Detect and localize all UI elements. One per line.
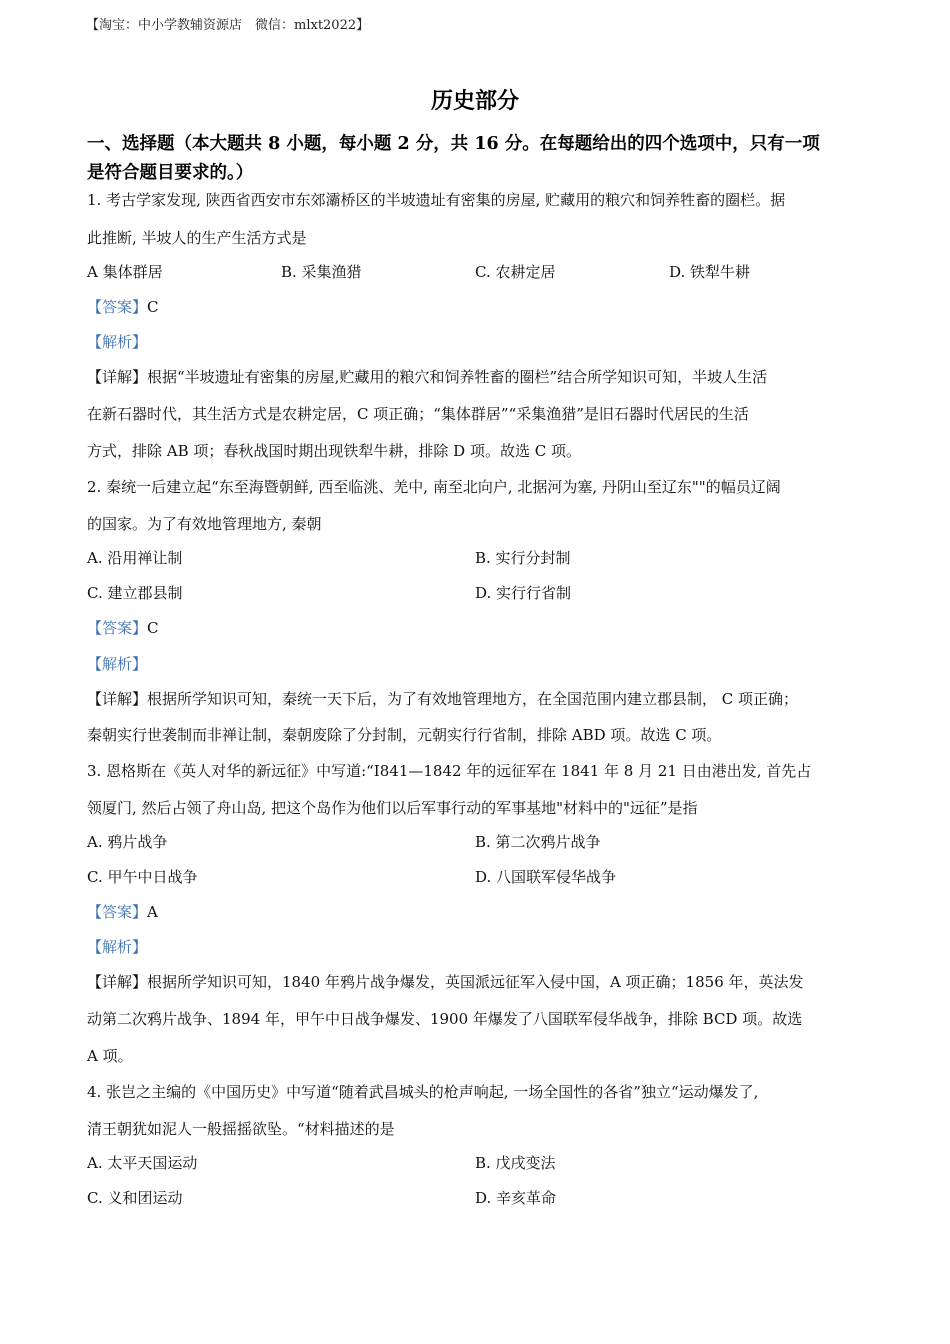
- q1-stem-line-2: 此推断, 半坡人的生产生活方式是: [87, 229, 307, 247]
- q4-option-b: B. 戊戌变法: [475, 1154, 556, 1172]
- q4-stem-line-1: 4. 张岂之主编的《中国历史》中写道“随着武昌城头的枪声响起, 一场全国性的各省”独立“运动爆发了,: [87, 1083, 759, 1101]
- q1-detail-line-3: 方式，排除 AB 项；春秋战国时期出现铁犁牛耕，排除 D 项。故选 C 项。: [87, 442, 581, 460]
- answer-label: 【答案】: [87, 619, 148, 637]
- q3-detail-line-3: A 项。: [87, 1047, 133, 1065]
- q2-stem-line-1: 2. 秦统一后建立起“东至海暨朝鲜, 西至临洮、羌中, 南至北向户, 北据河为塞, 丹阴山至辽东""的幅员辽阔: [87, 478, 781, 496]
- answer-label: 【答案】: [87, 903, 148, 921]
- q1-option-b: B. 采集渔猎: [281, 263, 362, 281]
- q4-stem-line-2: 清王朝犹如泥人一般摇摇欲坠。“材料描述的是: [87, 1120, 395, 1138]
- header-note: 【淘宝：中小学教辅资源店 微信：mlxt2022】: [86, 18, 370, 33]
- page-title: 历史部分: [430, 88, 519, 114]
- detail-text: 根据所学知识可知，1840 年鸦片战争爆发，英国派远征军入侵中国，A 项正确；1856 年，英法发: [147, 973, 804, 991]
- q2-detail-line-1: [87, 689, 798, 709]
- detail-text: 根据“半坡遗址有密集的房屋,贮藏用的粮穴和饲养牲畜的圈栏”结合所学知识可知，半坡人生活: [147, 368, 768, 386]
- q3-option-a: A. 鸦片战争: [87, 833, 168, 851]
- answer-value: C: [147, 298, 159, 316]
- answer-value: C: [147, 619, 159, 637]
- q4-option-c: C. 义和团运动: [87, 1189, 183, 1207]
- q1-detail-line-1: [87, 367, 767, 387]
- q1-option-c: C. 农耕定居: [475, 263, 556, 281]
- q3-answer: [87, 902, 158, 922]
- q2-detail-line-2: 秦朝实行世袭制而非禅让制，秦朝废除了分封制，元朝实行行省制，排除 ABD 项。故选 C 项。: [87, 726, 722, 744]
- q2-option-b: B. 实行分封制: [475, 549, 571, 567]
- q2-analysis-label: 【解析】: [87, 655, 148, 673]
- q3-option-c: C. 甲午中日战争: [87, 868, 198, 886]
- q1-answer: [87, 297, 159, 317]
- q3-detail-line-2: 动第二次鸦片战争、1894 年，甲午中日战争爆发、1900 年爆发了八国联军侵华战争，排除 BCD 项。故选: [87, 1010, 803, 1028]
- q3-stem-line-2: 领厦门, 然后占领了舟山岛, 把这个岛作为他们以后军事行动的军事基地"材料中的"远征”是指: [87, 799, 698, 817]
- detail-label: 【详解】: [87, 973, 148, 991]
- q2-stem-line-2: 的国家。为了有效地管理地方, 秦朝: [87, 515, 322, 533]
- q1-analysis-label: 【解析】: [87, 333, 148, 351]
- q1-option-d: D. 铁犁牛耕: [669, 263, 751, 281]
- section-heading-line-2: 是符合题目要求的。）: [87, 163, 254, 183]
- q3-option-b: B. 第二次鸦片战争: [475, 833, 601, 851]
- q1-stem-line-1: 1. 考古学家发现, 陕西省西安市东郊灞桥区的半坡遗址有密集的房屋, 贮藏用的粮穴和饲养牲畜的圈栏。据: [87, 191, 786, 209]
- detail-label: 【详解】: [87, 368, 148, 386]
- detail-text: 根据所学知识可知，秦统一天下后，为了有效地管理地方，在全国范围内建立郡县制， C 项正确；: [147, 690, 799, 708]
- q2-option-c: C. 建立郡县制: [87, 584, 183, 602]
- q4-option-a: A. 太平天国运动: [87, 1154, 198, 1172]
- q2-answer: [87, 618, 159, 638]
- q3-analysis-label: 【解析】: [87, 938, 148, 956]
- q3-detail-line-1: [87, 972, 804, 992]
- q1-detail-line-2: 在新石器时代，其生活方式是农耕定居，C 项正确；“集体群居”“采集渔猎”是旧石器时代居民的生活: [87, 405, 749, 423]
- answer-value: A: [147, 903, 158, 921]
- answer-label: 【答案】: [87, 298, 148, 316]
- q3-option-d: D. 八国联军侵华战争: [475, 868, 617, 886]
- q3-stem-line-1: 3. 恩格斯在《英人对华的新远征》中写道:“I841—1842 年的远征军在 1841 年 8 月 21 日由港出发, 首先占: [87, 762, 812, 780]
- q2-option-a: A. 沿用禅让制: [87, 549, 183, 567]
- q4-option-d: D. 辛亥革命: [475, 1189, 557, 1207]
- detail-label: 【详解】: [87, 690, 148, 708]
- section-heading-line-1: 一、选择题（本大题共 8 小题，每小题 2 分，共 16 分。在每题给出的四个选项中，只有一项: [87, 134, 820, 154]
- q1-option-a: A 集体群居: [87, 263, 163, 281]
- q2-option-d: D. 实行行省制: [475, 584, 572, 602]
